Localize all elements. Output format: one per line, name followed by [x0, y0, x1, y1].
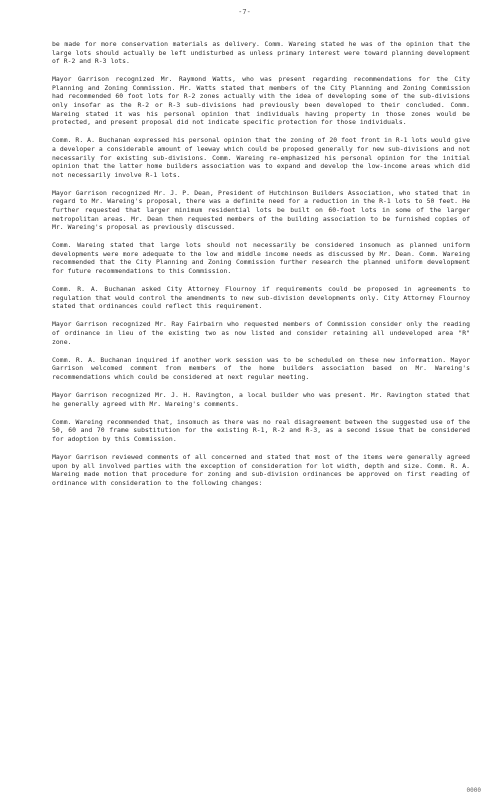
paragraph-buchanan-opinion: Comm. R. A. Buchanan expressed his personal opinion that the zoning of 20 foot front in R-1 lots would give a developer a considerable amount of leeway which could be proposed generally for new sub-divisions and not necessarily for existing sub-divisions. Comm. Wareing re-emphasized his personal opinion for the initial opinion that the latter home builders association was to expand and develop the low-income areas which did not necessarily involve R-1 lots. [52, 136, 470, 179]
corner-mark: 0000 [466, 787, 481, 794]
page-number: -7- [238, 8, 251, 16]
document-body [52, 40, 470, 497]
paragraph-conservation: be made for more conservation materials as delivery. Comm. Wareing stated he was of the opinion that the large lots should actually be left undisturbed as unless primary interest were toward planning development of R-2 and R-3 lots. [52, 40, 470, 66]
paragraph-wareing-planned-development: Comm. Wareing stated that large lots should not necessarily be considered insomuch as planned uniform developments were more adequate to the low and middle income needs as discussed by Mr. Dean. Comm. Wareing recommended that the City Planning and Zoning Commission further research the planned uniform development for future recommendations to this Commission. [52, 241, 470, 276]
paragraph-garrison-review: Mayor Garrison reviewed comments of all concerned and stated that most of the items were generally agreed upon by all involved parties with the exception of consideration for lot width, depth and size. Comm. R. A. Wareing made motion that procedure for zoning and sub-division ordinances be approved on first reading of ordinance with consideration to the following changes: [52, 452, 470, 487]
paragraph-builders-association: Mayor Garrison recognized Mr. J. P. Dean, President of Hutchinson Builders Association, who stated that in regard to Mr. Wareing's proposal, there was a definite need for a reduction in the R-1 lots to 50 feet. He further requested that larger minimum residential lots be built on 60-foot lots in some of the larger metropolitan areas. Mr. Dean then requested members of the building association to be furnished copies of Mr. Wareing's proposal as previously discussed. [52, 188, 470, 232]
paragraph-ravington: Mayor Garrison recognized Mr. J. H. Ravington, a local builder who was present. Mr. Ravington stated that he generally agreed with Mr. Wareing's comments. [52, 391, 470, 408]
paragraph-fairbairn-request: Mayor Garrison recognized Mr. Ray Fairbairn who requested members of Commission consider only the reading of ordinance in lieu of the existing two as now listed and consider retaining all undeveloped area "R" zone. [52, 320, 470, 346]
paragraph-wareing-substitution: Comm. Wareing recommended that, insomuch as there was no real disagreement between the suggested use of the 50, 60 and 70 frame substitution for the existing R-1, R-2 and R-3, as a second issue that be considered for adoption by this Commission. [52, 417, 470, 443]
paragraph-watts-recommendation: Mayor Garrison recognized Mr. Raymond Watts, who was present regarding recommendations for the City Planning and Zoning Commission. Mr. Watts stated that members of the City Planning and Zoning Commission had recommended 60 foot lots for R-2 zones actually with the idea of developing some of the sub-divisions only insofar as the R-2 or R-3 sub-divisions had previously been developed to their concluded. Comm. Wareing stated it was his personal opinion that individuals having property in those zones would be protected, and present proposal did not indicate specific protection for those individuals. [52, 75, 470, 127]
paragraph-work-session: Comm. R. A. Buchanan inquired if another work session was to be scheduled on these new information. Mayor Garrison welcomed comment from members of the home builders association based on Mr. Wareing's recommendations which could be considered at next regular meeting. [52, 355, 470, 381]
paragraph-city-attorney: Comm. R. A. Buchanan asked City Attorney Flournoy if requirements could be proposed in agreements to regulation that would control the amendments to new sub-division developments only. City Attorney Flournoy stated that ordinances could reflect this requirement. [52, 285, 470, 311]
